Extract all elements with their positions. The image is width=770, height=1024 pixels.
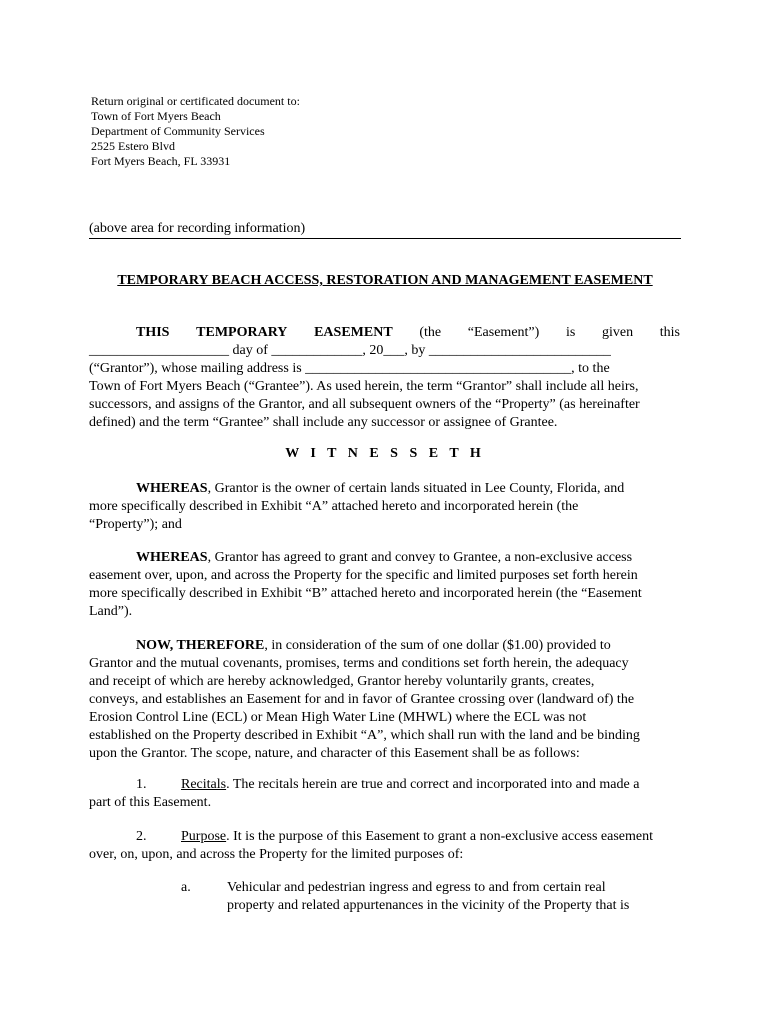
whereas-paragraph-1 — [89, 480, 680, 534]
section-line — [89, 776, 680, 794]
whereas-line: “Property”); and — [89, 517, 182, 532]
intro-word: EASEMENT — [314, 325, 393, 340]
recording-note: (above area for recording information) — [89, 220, 681, 239]
whereas-line — [89, 549, 680, 567]
now-therefore-line: established on the Property described in Exhibit “A”, which shall run with the land and be binding — [89, 728, 640, 743]
return-line: Fort Myers Beach, FL 33931 — [91, 154, 231, 168]
item-letter: a. — [181, 880, 191, 895]
document-title: TEMPORARY BEACH ACCESS, RESTORATION AND MANAGEMENT EASEMENT — [117, 273, 653, 288]
section-heading: Recitals — [181, 777, 227, 792]
section-number: 2. — [136, 829, 147, 844]
whereas-line: easement over, upon, and across the Property for the specific and limited purposes set forth herein — [89, 568, 638, 583]
now-therefore-lead: NOW, THEREFORE — [136, 638, 265, 653]
section-text: . The recitals herein are true and correct and incorporated into and made a — [226, 777, 640, 792]
intro-line: ____________________ day of _____________, 20___, by __________________________ — [89, 343, 611, 358]
now-therefore-line: conveys, and establishes an Easement for and in favor of Grantee crossing over (landward of) the — [89, 692, 635, 707]
section-line — [89, 828, 680, 846]
item-line: Vehicular and pedestrian ingress and egress to and from certain real — [227, 880, 606, 895]
now-therefore-line: upon the Grantor. The scope, nature, and character of this Easement shall be as follows: — [89, 746, 580, 761]
intro-line: Town of Fort Myers Beach (“Grantee”). As used herein, the term “Grantor” shall include all heirs, — [89, 379, 639, 394]
return-line: Town of Fort Myers Beach — [91, 109, 221, 123]
intro-line: (“Grantor”), whose mailing address is ______________________________________, to the — [89, 361, 610, 376]
intro-word: THIS — [136, 325, 170, 340]
section-purpose — [89, 828, 680, 864]
now-therefore-line: Erosion Control Line (ECL) or Mean High Water Line (MHWL) where the ECL was not — [89, 710, 587, 725]
item-text — [227, 879, 681, 915]
intro-word: this — [659, 325, 680, 340]
now-therefore-line: and receipt of which are hereby acknowledged, Grantor hereby voluntarily grants, creates, — [89, 674, 595, 689]
whereas-line: more specifically described in Exhibit “B” attached hereto and incorporated herein (the “Easement — [89, 586, 642, 601]
section-heading: Purpose — [181, 829, 227, 844]
purpose-item-a — [181, 879, 681, 919]
section-line: part of this Easement. — [89, 795, 212, 810]
section-line: over, on, upon, and across the Property for the limited purposes of: — [89, 847, 464, 862]
return-line: Return original or certificated document to: — [91, 94, 300, 108]
return-address-block — [91, 94, 300, 169]
now-therefore-paragraph — [89, 637, 680, 763]
whereas-line: Land”). — [89, 604, 133, 619]
whereas-paragraph-2 — [89, 549, 680, 621]
intro-word: “Easement”) — [467, 325, 540, 340]
section-number: 1. — [136, 777, 147, 792]
intro-word: is — [565, 325, 576, 340]
now-therefore-line: Grantor and the mutual covenants, promises, terms and conditions set forth herein, the adequacy — [89, 656, 629, 671]
intro-line-1 — [89, 324, 680, 342]
whereas-line: more specifically described in Exhibit “A” attached hereto and incorporated herein (the — [89, 499, 579, 514]
intro-paragraph — [89, 324, 680, 432]
intro-line: defined) and the term “Grantee” shall include any successor or assignee of Grantee. — [89, 415, 558, 430]
whereas-line — [89, 480, 680, 498]
whereas-text: , Grantor is the owner of certain lands situated in Lee County, Florida, and — [207, 481, 625, 496]
section-text: . It is the purpose of this Easement to grant a non-exclusive access easement — [226, 829, 653, 844]
witnesseth-heading: W I T N E S S E T H — [285, 446, 485, 461]
return-line: 2525 Estero Blvd — [91, 139, 175, 153]
whereas-lead: WHEREAS — [136, 481, 208, 496]
intro-word: TEMPORARY — [196, 325, 288, 340]
now-therefore-line — [89, 637, 680, 655]
item-line: property and related appurtenances in the vicinity of the Property that is — [227, 898, 630, 913]
whereas-text: , Grantor has agreed to grant and convey to Grantee, a non-exclusive access — [207, 550, 633, 565]
now-therefore-text: , in consideration of the sum of one dollar ($1.00) provided to — [264, 638, 611, 653]
intro-line: successors, and assigns of the Grantor, and all subsequent owners of the “Property” (as hereinafter — [89, 397, 640, 412]
intro-word: (the — [419, 325, 442, 340]
section-recitals — [89, 776, 680, 812]
intro-word: given — [601, 325, 634, 340]
return-line: Department of Community Services — [91, 124, 265, 138]
whereas-lead: WHEREAS — [136, 550, 208, 565]
